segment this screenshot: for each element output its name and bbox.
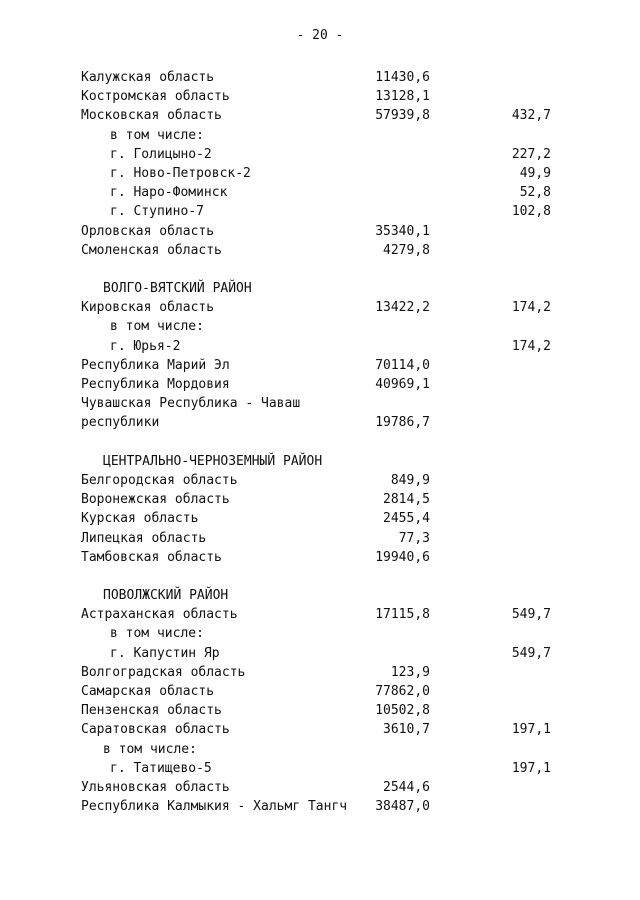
row-label: г. Юрья-2: [110, 338, 181, 354]
row-label: Орловская область: [81, 223, 215, 239]
table-row: [0, 778, 640, 797]
table-row: [0, 317, 640, 336]
row-label: Ульяновская область: [81, 779, 230, 795]
row-label: Калужская область: [81, 70, 215, 85]
table-row: [0, 471, 640, 490]
table-row: [0, 548, 640, 567]
value-secondary: 174,2: [511, 338, 551, 354]
value-total: 2814,5: [383, 492, 430, 508]
row-label: Самарская область: [81, 684, 215, 699]
table-row: [0, 413, 640, 432]
row-label: в том числе:: [110, 319, 204, 335]
value-secondary: 49,9: [519, 165, 551, 181]
row-label: Тамбовская область: [81, 549, 222, 565]
table-row: [0, 298, 640, 317]
row-label: г. Наро-Фоминск: [110, 185, 228, 201]
value-total: 3610,7: [383, 722, 430, 738]
spacer-row: [0, 567, 640, 586]
value-total: 11430,6: [375, 70, 430, 85]
table-row: [0, 509, 640, 528]
value-secondary: 197,1: [511, 722, 551, 738]
value-secondary: 102,8: [511, 204, 551, 220]
row-label: г. Ново-Петровск-2: [110, 165, 251, 181]
value-secondary: 52,8: [519, 185, 551, 201]
row-label: г. Капустин Яр: [110, 645, 220, 661]
table-row: [0, 720, 640, 739]
table-row: [0, 145, 640, 164]
spacer-row: [0, 433, 640, 452]
table-row: [0, 337, 640, 356]
table-row: [0, 624, 640, 643]
value-secondary: 174,2: [511, 300, 551, 316]
table-row: [0, 164, 640, 183]
table-row: [0, 183, 640, 202]
row-label: Чувашская Республика - Чаваш: [81, 396, 301, 412]
row-label: Республика Мордовия: [81, 377, 230, 392]
value-total: 13422,2: [375, 300, 430, 316]
table-row: [0, 663, 640, 682]
section-title: в том числе:: [103, 741, 197, 757]
value-secondary: 549,7: [511, 607, 551, 623]
table-row: [0, 490, 640, 509]
row-label: Воронежская область: [81, 492, 230, 508]
value-secondary: 549,7: [511, 645, 551, 661]
table-row: [0, 759, 640, 778]
table-row: [0, 682, 640, 701]
table-row: [0, 701, 640, 720]
value-secondary: 197,1: [511, 760, 551, 776]
row-label: г. Голицыно-2: [110, 146, 212, 162]
value-total: 10502,8: [375, 703, 430, 719]
value-total: 35340,1: [375, 223, 430, 239]
row-label: Курская область: [81, 511, 199, 527]
row-label: г. Татищево-5: [110, 760, 212, 776]
row-label: Смоленская область: [81, 242, 222, 258]
table-row: [0, 126, 640, 145]
value-total: 17115,8: [375, 607, 430, 623]
table-row: [0, 375, 640, 394]
value-total: 19786,7: [375, 415, 430, 431]
section-header-row: [0, 586, 640, 605]
table-row: [0, 87, 640, 106]
table-row: [0, 202, 640, 221]
row-label: Пензенская область: [81, 703, 222, 719]
value-total: 13128,1: [375, 89, 430, 105]
value-total: 2455,4: [383, 511, 430, 527]
table-row: [0, 394, 640, 413]
value-total: 57939,8: [375, 108, 430, 124]
section-header-row: [0, 740, 640, 759]
value-secondary: 227,2: [511, 146, 551, 162]
row-label: Саратовская область: [81, 722, 230, 738]
row-label: Астраханская область: [81, 607, 238, 623]
row-label: Белгородская область: [81, 472, 238, 488]
row-label: Липецкая область: [81, 530, 207, 546]
section-title: ЦЕНТРАЛЬНО-ЧЕРНОЗЕМНЫЙ РАЙОН: [103, 453, 323, 469]
table-row: [0, 529, 640, 548]
row-label: г. Ступино-7: [110, 204, 204, 220]
row-label: Республика Марий Эл: [81, 357, 230, 373]
table-row: [0, 605, 640, 624]
section-title: ПОВОЛЖСКИЙ РАЙОН: [103, 588, 229, 604]
row-label: Республика Калмыкия - Хальмг Тангч: [81, 799, 348, 815]
section-header-row: [0, 279, 640, 298]
budget-table: [0, 68, 640, 816]
value-total: 849,9: [390, 472, 430, 488]
table-row: [0, 356, 640, 375]
page-number: - 20 -: [296, 28, 344, 43]
spacer-row: [0, 260, 640, 279]
row-label: в том числе:: [110, 127, 204, 143]
section-title: ВОЛГО-ВЯТСКИЙ РАЙОН: [103, 281, 252, 297]
value-total: 19940,6: [375, 549, 430, 565]
row-label: в том числе:: [110, 626, 204, 642]
section-header-row: [0, 452, 640, 471]
row-label: Московская область: [81, 108, 222, 124]
table-row: [0, 797, 640, 816]
table-row: [0, 106, 640, 125]
value-total: 77862,0: [375, 684, 430, 699]
value-total: 4279,8: [383, 242, 430, 258]
table-row: [0, 644, 640, 663]
value-total: 77,3: [398, 530, 430, 546]
value-total: 40969,1: [375, 377, 430, 392]
value-total: 123,9: [390, 664, 430, 680]
row-label: республики: [81, 415, 160, 431]
value-total: 2544,6: [383, 779, 430, 795]
table-row: [0, 241, 640, 260]
row-label: Костромская область: [81, 89, 230, 105]
row-label: Волгоградская область: [81, 664, 246, 680]
table-row: [0, 222, 640, 241]
table-row: [0, 68, 640, 87]
value-total: 38487,0: [375, 799, 430, 815]
value-total: 70114,0: [375, 357, 430, 373]
value-secondary: 432,7: [511, 108, 551, 124]
row-label: Кировская область: [81, 300, 215, 316]
